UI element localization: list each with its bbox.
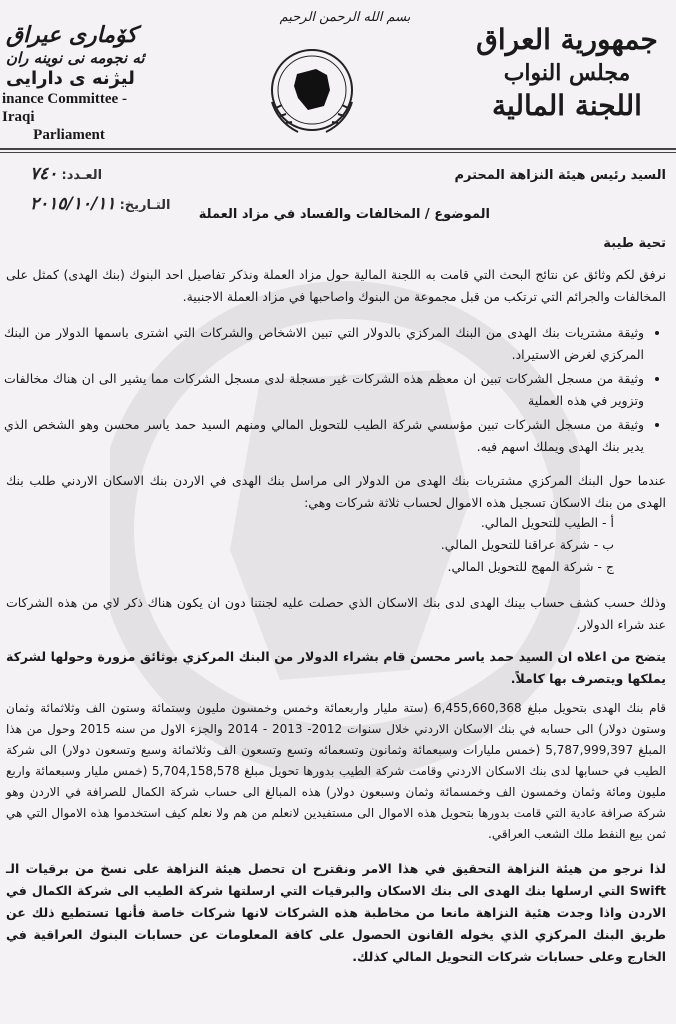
- arabic-committee-title: اللجنة المالية: [492, 89, 642, 122]
- parliament-emblem-iraq-map-icon: [264, 42, 360, 138]
- header-left-block: [2, 22, 156, 144]
- date-value: ٢٠١٥/١٠/١١: [30, 194, 116, 214]
- header-divider-thin: [0, 152, 676, 153]
- list-item: • وثيقة من مسجل الشركات تبين ان معظم هذه الشركات غير مسجلة لدى مسجل الشركات مما يشير الى ان هناك مخالفات وتزوير في هذه العملية: [4, 368, 644, 412]
- letter-number: [30, 164, 102, 184]
- english-committee-title: inance Committee - Iraqi: [2, 91, 127, 125]
- subject-line: الموضوع / المخالفات والفساد في مزاد العملة: [198, 207, 490, 222]
- english-parliament-title: Parliament: [33, 127, 105, 143]
- list-item: أ - الطيب للتحويل المالي.: [480, 515, 614, 530]
- list-item: • وثيقة مشتريات بنك الهدى من البنك المركزي بالدولار التي تبين الاشخاص والشركات التي اشترى باسمها الدولار من البنك المركزي لغرض الاستيراد.: [4, 322, 644, 366]
- arabic-republic-title: جمهورية العراق: [476, 23, 658, 56]
- body-paragraph-transfers: عندما حول البنك المركزي مشتريات بنك الهدى من الدولار الى مراسل بنك الهدى في الاردن بنك الاسكان الاردني طلب بنك الهدى من بنك الاسكان تسجيل هذه الاموال لحساب ثلاثة شركات وهي:: [6, 473, 666, 510]
- arabic-parliament-title: مجلس النواب: [503, 60, 631, 86]
- letter-date: [30, 194, 171, 214]
- date-label: التـاريخ:: [119, 198, 171, 213]
- body-paragraph-conclusion: يتضح من اعلاه ان السيد حمد ياسر محسن قام بشراء الدولار من البنك المركزي بوثائق مزورة وحولها لشركة يملكها ويتصرف بها كاملاً.: [6, 649, 666, 686]
- list-item: ب - شركة عراقنا للتحويل المالي.: [440, 537, 614, 552]
- kurdish-parliament-title: ئه نجومه نى نوينه ران: [6, 49, 145, 67]
- kurdish-committee-title: ليژنه ى دارايى: [6, 68, 135, 89]
- number-label: العـدد:: [61, 168, 103, 183]
- documents-list: [4, 322, 666, 460]
- list-item: ج - شركة المهج للتحويل المالي.: [447, 559, 614, 574]
- header-divider: [0, 148, 676, 150]
- addressee: السيد رئيس هيئة النزاهة المحترم: [454, 168, 666, 183]
- body-paragraph-intro: نرفق لكم وثائق عن نتائج البحث التي قامت به اللجنة المالية حول مزاد العملة ونذكر تفاصيل احد البنوك (بنك الهدى) كمثل على المخالفات والجرائم التي ترتكب من قبل مجموعة من البنوك واصاحبها في مزاد العملة الاجنبية.: [6, 267, 666, 304]
- header-right-block: [472, 22, 662, 124]
- greeting: تحية طيبة: [603, 236, 666, 251]
- number-value: ٧٤٠: [30, 164, 58, 184]
- body-paragraph-request: لذا نرجو من هيئة النزاهة التحقيق في هذا الامر ونقترح ان تحصل هيئة النزاهة على نسخ من برقيات الـ Swift التي ارسلها بنك الهدى الى بنك الاسكان والبرقيات التي ارسلتها شركة الطيب الى شركة الكمال في الاردن واذا وجدت هئية النزاهة مانعا من مخاطبة هذه الشركات لانها شركات خاصة فأنها تستطيع ذلك عن طريق البنك المركزي الذي يخوله القانون الحصول على كافة المعلومات عن حسابات البنوك العراقية في الخارج وعلى حسابات شركات التحويل المالي كذلك.: [6, 861, 666, 964]
- body-paragraph-statement: وذلك حسب كشف حساب بينك الهدى لدى بنك الاسكان الذي حصلت عليه لجنتنا دون ان يكون هناك ذكر لاي من هذه الشركات عند شراء الدولار.: [6, 595, 666, 632]
- list-item: • وثيقة من مسجل الشركات تبين مؤسسي شركة الطيب للتحويل المالي ومنهم السيد حمد ياسر محسن وهو الشخص الذي يدير بنك الهدى ويملك اسهم فيه.: [4, 414, 644, 458]
- body-paragraph-amounts: قام بنك الهدى بتحويل مبلغ 6,455,660,368 (ستة مليار واربعمائة وخمس وخمسون مليون وستمائة وستون الف وثلاثمائة وثمان وستون دولار) الى حسابه في بنك الاسكان الاردني خلال سنوات 2012- 2013 - 2014 والجزء الاول من سنه 2015 وحول من هذا المبلغ 5,787,999,397 (خمس مليارات وسبعمائة وثمانون وتسعمائه وتسع وتسعون الف وثلاثمائة وسبع وتسعون دولار) الى شركة الطيب في حسابها لدى بنك الاسكان الاردني وقامت شركة الطيب بدورها تحويل مبلغ 5,704,158,578 (خمس مليار وسبعمائة واربع مليون ومائة وثمان وخمسون الف وخمسمائة وثمان وسبعون دولار) هذه المبالغ الى حساب شركة الكمال للصرافة في الاردن وهو شركة صرافة عادية التي قامت بدورها بتحويل هذه الاموال الى مستفيدين لانعلم من هم ولا نعلم كيف استخدموا هذه الاموال التي هي ثمن بيع النفط ملك الشعب العراقي.: [6, 701, 667, 841]
- companies-list: [441, 512, 614, 578]
- kurdish-republic-title: كۆمارى عيراق: [6, 22, 137, 48]
- basmala: بسم الله الرحمن الرحيم: [279, 10, 411, 25]
